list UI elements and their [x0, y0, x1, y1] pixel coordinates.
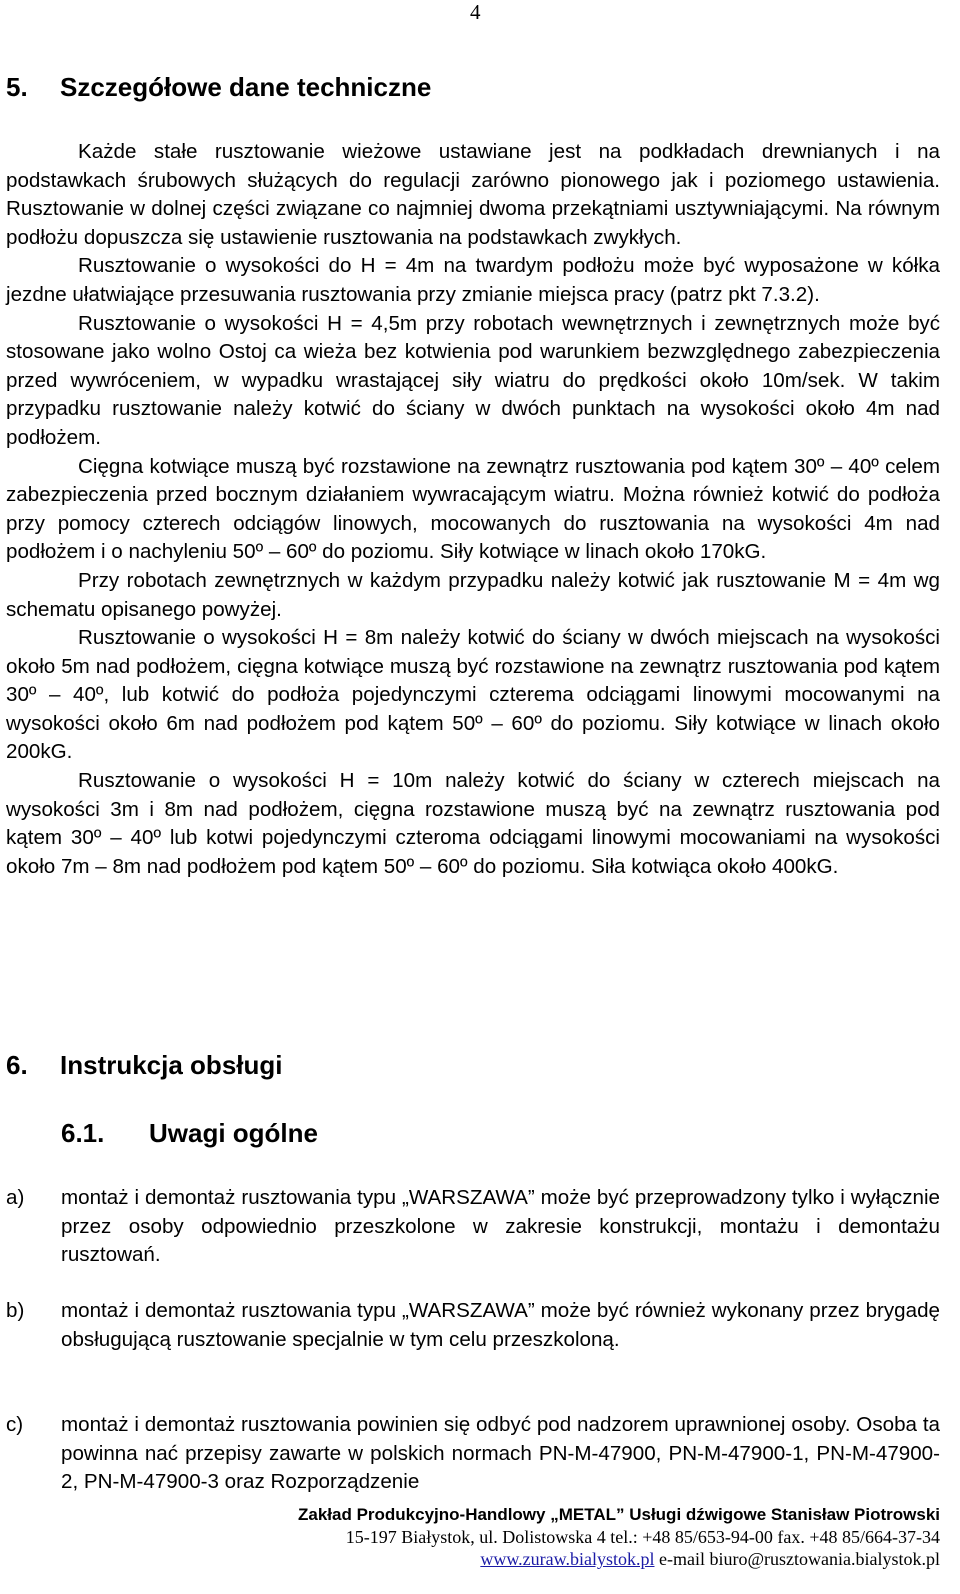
footer-email: e-mail biuro@rusztowania.bialystok.pl [658, 1549, 940, 1569]
list-item-text: montaż i demontaż rusztowania typu „WARSZAWA” może być również wykonany przez brygadę obsługującą rusztowanie specjalnie w tym celu przeszkoloną. [61, 1299, 940, 1351]
section-5-title: Szczegółowe dane techniczne [60, 72, 432, 102]
list-marker: a) [6, 1186, 25, 1209]
footer-company: Zakład Produkcyjno-Handlowy „METAL” Usługi dźwigowe Stanisław Piotrowski [298, 1505, 940, 1524]
section-6-1-heading [61, 1118, 318, 1148]
section-6-number: 6. [6, 1050, 28, 1080]
list-marker: c) [6, 1413, 24, 1436]
footer-contact [0, 1548, 940, 1570]
footer-address: 15-197 Białystok, ul. Dolistowska 4 tel.: +48 85/653-94-00 fax. +48 85/664-37-34 [345, 1527, 940, 1547]
section-5-heading [6, 72, 431, 102]
paragraph: Rusztowanie o wysokości do H = 4m na twardym podłożu może być wyposażone w kółka jezdne ułatwiające przesuwania rusztowania przy zmianie miejsca pracy (patrz pkt 7.3.2). [6, 254, 940, 306]
section-6-1-number: 6.1. [61, 1118, 105, 1148]
page-number: 4 [470, 0, 481, 24]
section-5-number: 5. [6, 72, 28, 102]
paragraph: Rusztowanie o wysokości H = 8m należy kotwić do ściany w dwóch miejscach na wysokości około 5m nad podłożem, cięgna kotwiące muszą być rozstawione na zewnątrz rusztowania pod kątem 30º – 40º, lub kotwić do podłoża pojedynczymi czterema odciągami linowymi mocowanymi na wysokości około 6m nad podłożem pod kątem 50º – 60º do poziomu. Siły kotwiące w linach około 200kG. [6, 626, 940, 764]
list-item-a [6, 1184, 940, 1270]
section-6-1-title: Uwagi ogólne [149, 1118, 318, 1148]
section-6-heading [6, 1050, 283, 1080]
list-item-c [6, 1411, 940, 1497]
list-item-text: montaż i demontaż rusztowania powinien się odbyć pod nadzorem uprawnionej osoby. Osoba ta powinna nać przepisy zawarte w polskich normach PN-M-47900, PN-M-47900-1, PN-M-47900-2, PN-M-47900-3 oraz Rozporządzenie [61, 1413, 940, 1494]
paragraph: Cięgna kotwiące muszą być rozstawione na zewnątrz rusztowania pod kątem 30º – 40º celem zabezpieczenia przed bocznym działaniem wywracającym wiatru. Można również kotwić do podłoża przy pomocy czterech odciągów linowych, mocowanych do rusztowania na wysokości 4m nad podłożem i o nachyleniu 50º – 60º do poziomu. Siły kotwiące w linach około 170kG. [6, 454, 940, 564]
paragraph: Każde stałe rusztowanie wieżowe ustawiane jest na podkładach drewnianych i na podstawkach śrubowych służących do regulacji zarówno pionowego jak i poziomego ustawienia. Rusztowanie w dolnej części związane co najmniej dwoma przekątniami usztywniającymi. Na równym podłożu dopuszcza się ustawienie rusztowania na podstawkach zwykłych. [6, 140, 940, 249]
section-6-title: Instrukcja obsługi [60, 1050, 283, 1080]
section-5-body [6, 138, 940, 881]
paragraph: Rusztowanie o wysokości H = 10m należy kotwić do ściany w czterech miejscach na wysokości 3m i 8m nad podłożem, cięgna rozstawione muszą być na zewnątrz rusztowania pod kątem 30º – 40º lub kotwi pojedynczymi czteroma odciągami linowymi mocowaniami na wysokości około 7m – 8m nad podłożem pod kątem 50º – 60º do poziomu. Siła kotwiąca około 400kG. [6, 769, 940, 878]
paragraph: Przy robotach zewnętrznych w każdym przypadku należy kotwić jak rusztowanie M = 4m wg schematu opisanego powyżej. [6, 568, 940, 621]
list-item-text: montaż i demontaż rusztowania typu „WARSZAWA” może być przeprowadzony tylko i wyłącznie przez osoby odpowiednio przeszkolone w zakresie konstrukcji, montażu i demontażu rusztowań. [61, 1186, 940, 1267]
list-marker: b) [6, 1299, 25, 1322]
page-footer [0, 1504, 960, 1570]
website-link[interactable]: www.zuraw.bialystok.pl [480, 1549, 655, 1569]
list-item-b [6, 1297, 940, 1354]
paragraph: Rusztowanie o wysokości H = 4,5m przy robotach wewnętrznych i zewnętrznych może być stosowane jako wolno Ostoj ca wieża bez kotwienia pod warunkiem bezwzględnego zabezpieczenia przed wywróceniem, w wypadku wrastającej siły wiatru do prędkości około 10m/sek. W takim przypadku rusztowanie należy kotwić do ściany w dwóch punktach na wysokości około 4m nad podłożem. [6, 311, 940, 449]
